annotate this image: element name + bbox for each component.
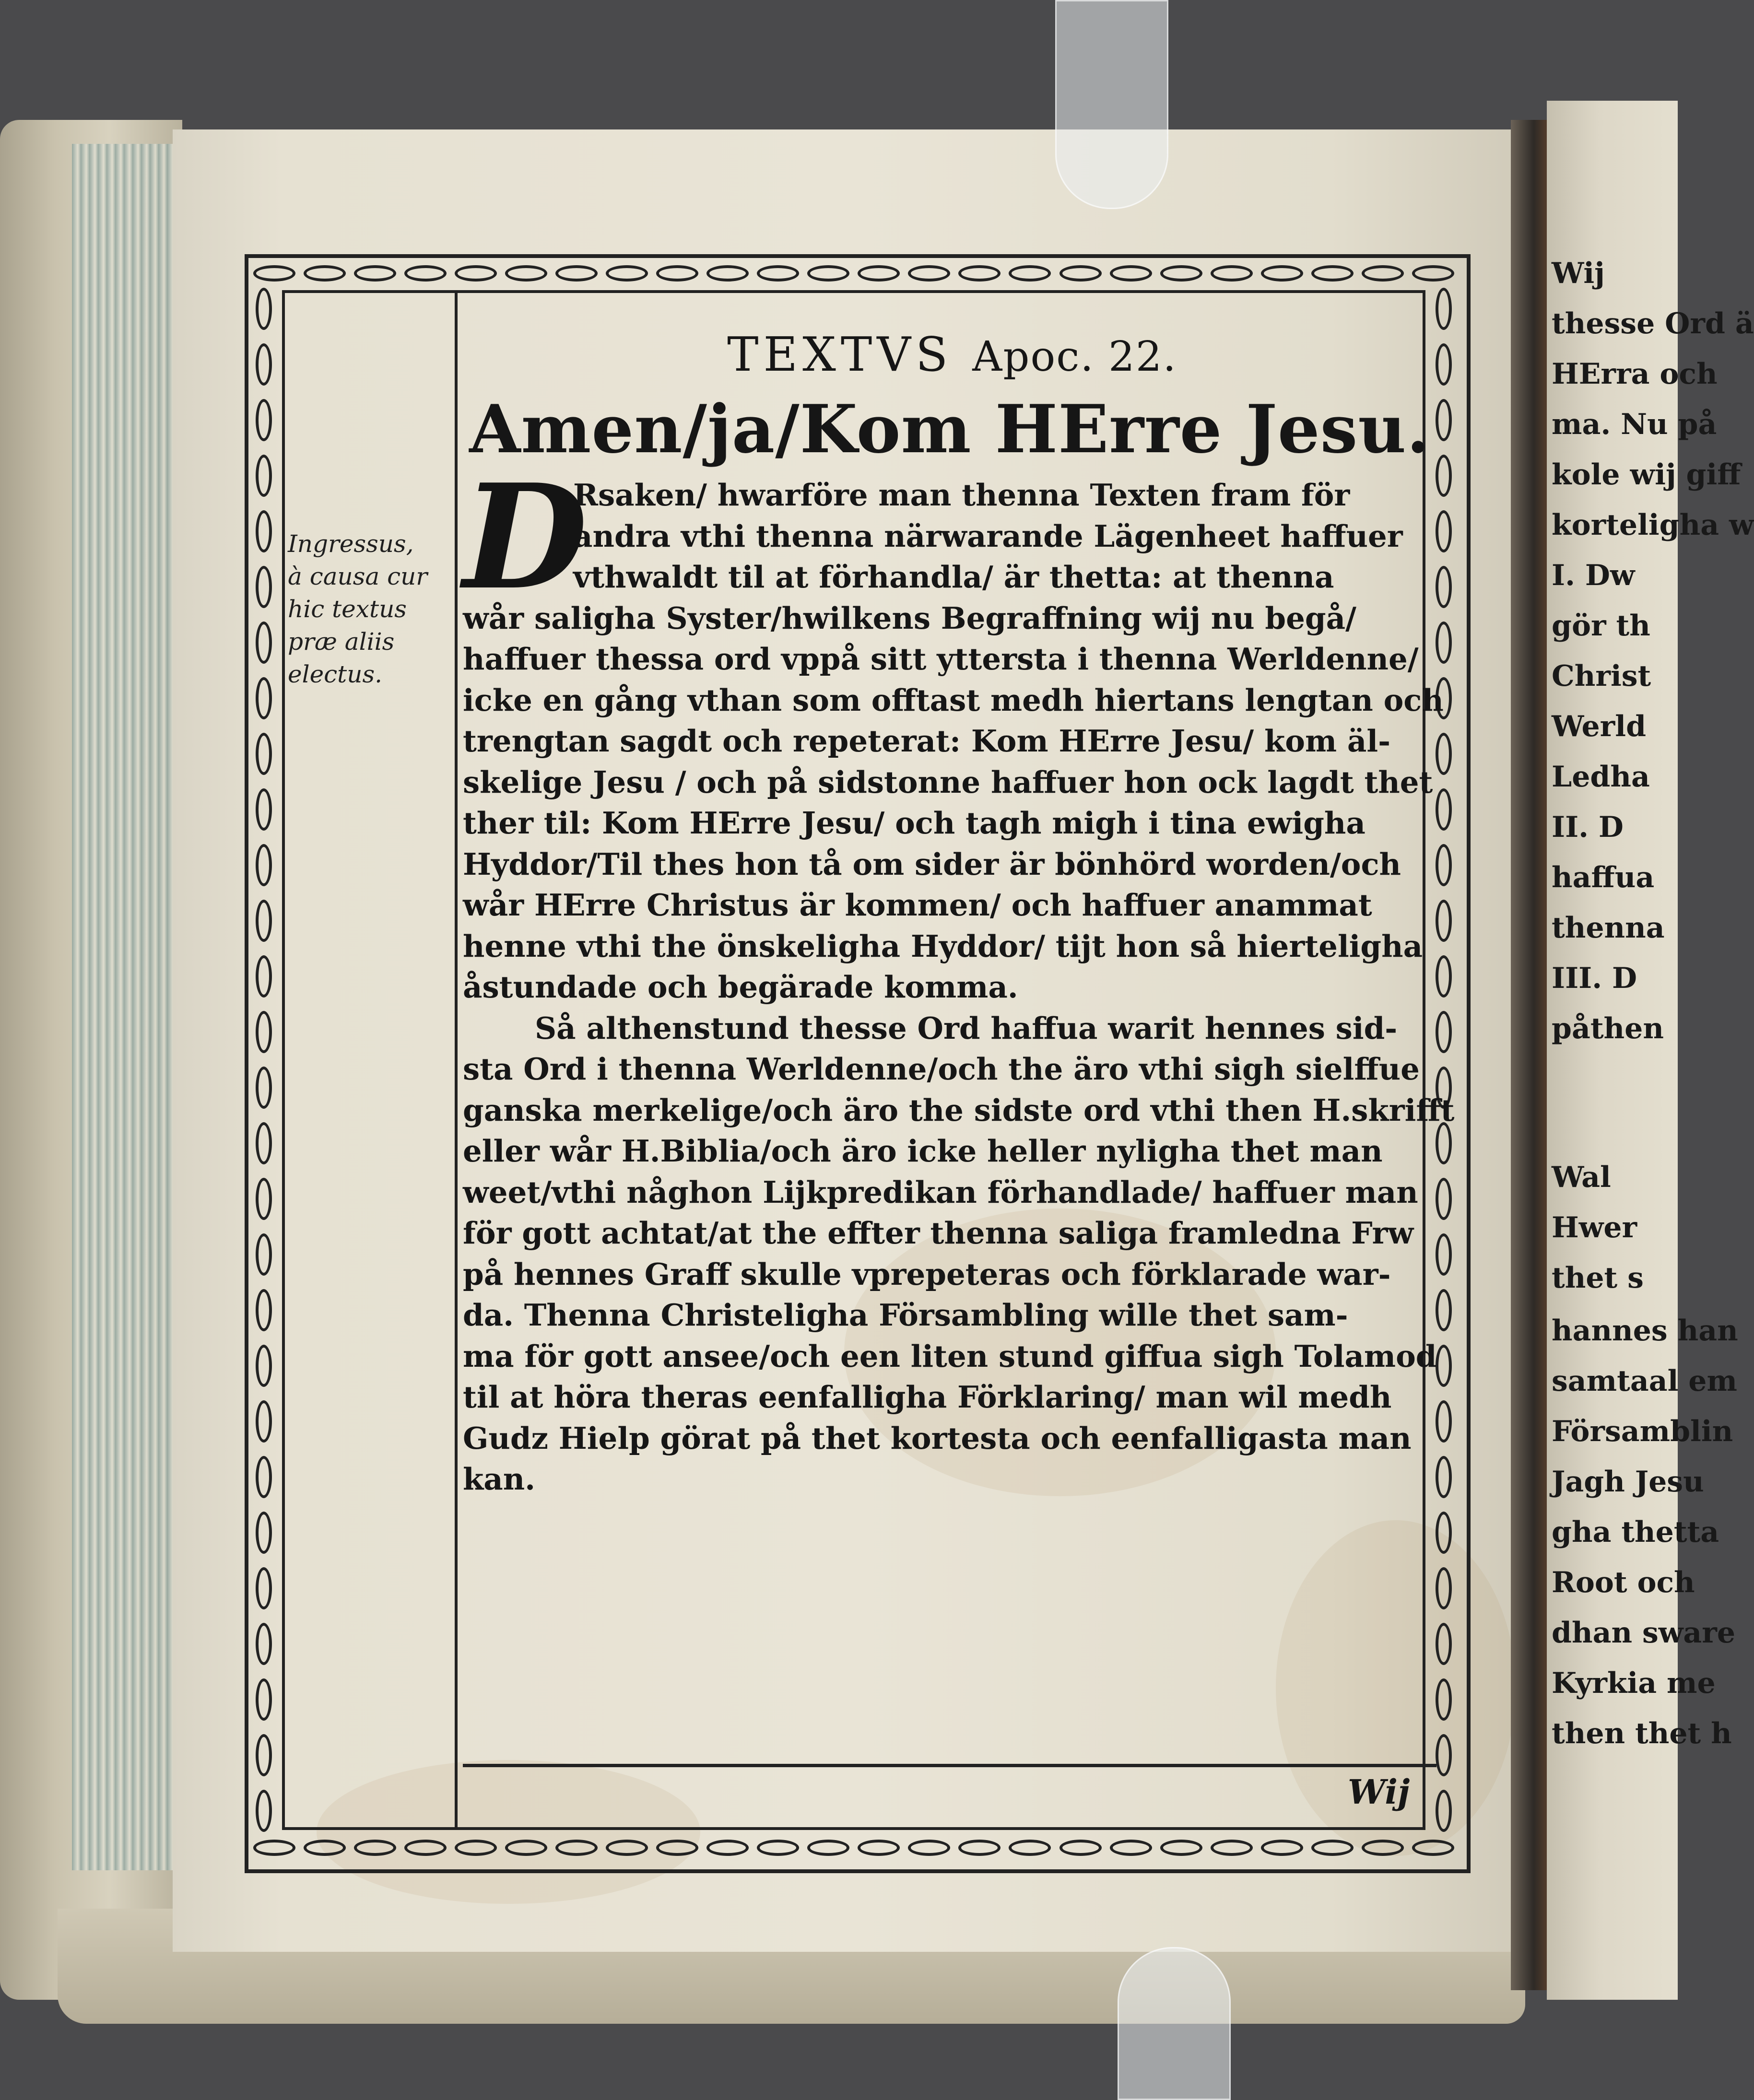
margin-note-line: hic textus: [288, 595, 407, 623]
ornament-border-bottom: [248, 1831, 1459, 1865]
book-gutter: [1511, 120, 1549, 1990]
text-line: weet/vthi någhon Lijkpredikan förhandlade/ haffuer man: [463, 1174, 1418, 1210]
facing-page-line: thesse Ord ä: [1552, 307, 1754, 340]
book-clip-bottom: [1118, 1947, 1231, 2100]
facing-page-line: HErra och: [1552, 357, 1718, 391]
facing-page-line: Christ: [1552, 659, 1651, 693]
text-line: åstundade och begärade komma.: [463, 969, 1018, 1005]
margin-note-line: à causa cur: [288, 563, 428, 590]
margin-note-line: electus.: [288, 660, 383, 688]
margin-note-line: præ aliis: [288, 628, 395, 656]
page-title: Amen/ja/Kom HErre Jesu.: [469, 390, 1430, 468]
text-line: skelige Jesu / och på sidstonne haffuer hon ock lagdt thet: [463, 764, 1433, 800]
facing-page-line: samtaal em: [1552, 1364, 1737, 1398]
facing-page-line: Wij: [1552, 257, 1605, 290]
text-line: icke en gång vthan som offtast medh hiertans lengtan och: [463, 682, 1444, 718]
text-line: Rsaken/ hwarföre man thenna Texten fram för: [573, 477, 1350, 513]
text-line: ma för gott ansee/och een liten stund giffua sigh Tolamod: [463, 1338, 1437, 1374]
frame-inner-line-bottom: [282, 1827, 1425, 1830]
margin-note: [288, 528, 460, 691]
facing-page-line: gör th: [1552, 609, 1650, 643]
facing-page-line: Församblin: [1552, 1415, 1733, 1448]
text-line: vthwaldt til at förhandla/ är thetta: at thenna: [573, 559, 1334, 595]
text-line: på hennes Graff skulle vprepeteras och förklarade war-: [463, 1256, 1391, 1292]
text-line: kan.: [463, 1461, 536, 1497]
facing-page-line: I. Dw: [1552, 559, 1635, 592]
text-line: wår HErre Christus är kommen/ och haffuer anammat: [463, 887, 1372, 923]
facing-page-line: Kyrkia me: [1552, 1666, 1716, 1700]
main-text-column: [463, 326, 1455, 1500]
margin-note-line: Ingressus,: [288, 530, 414, 558]
facing-page-line: kole wij giff: [1552, 458, 1741, 492]
frame-inner-line-top: [282, 290, 1425, 293]
text-line: Så althenstund thesse Ord haffua warit hennes sid-: [535, 1010, 1398, 1046]
facing-page-line: Root och: [1552, 1566, 1695, 1599]
book-clip-top: [1055, 0, 1168, 209]
facing-page-line: korteligha w: [1552, 508, 1754, 542]
text-line: för gott achtat/at the effter thenna saliga framledna Frw: [463, 1215, 1414, 1251]
page-stack: [72, 144, 182, 1870]
facing-page-line: gha thetta: [1552, 1515, 1719, 1549]
drop-cap: D: [463, 452, 588, 622]
facing-page-line: Werld: [1552, 710, 1647, 743]
facing-page-line: Jagh Jesu: [1552, 1465, 1704, 1499]
frame-inner-line-left: [282, 290, 285, 1830]
drop-cap-block: [463, 452, 588, 622]
text-line: sta Ord i thenna Werldenne/och the äro vthi sigh sielffue: [463, 1051, 1420, 1087]
text-line: da. Thenna Christeligha Försambling wille thet sam-: [463, 1297, 1348, 1333]
facing-page-line: II. D: [1552, 810, 1624, 844]
scripture-reference: Apoc. 22.: [972, 333, 1177, 381]
facing-page-line: ma. Nu på: [1552, 408, 1717, 441]
margin-divider: [455, 290, 458, 1830]
facing-page-line: Hwer: [1552, 1211, 1637, 1244]
facing-page-line: Wal: [1552, 1161, 1611, 1194]
facing-page-line: påthen: [1552, 1012, 1664, 1045]
facing-page-line: thet s: [1552, 1261, 1644, 1295]
ornament-border-top: [248, 257, 1459, 290]
text-line: andra vthi thenna närwarande Lägenheet haffuer: [573, 518, 1403, 554]
running-head-label: TEXTVS: [727, 328, 953, 382]
facing-page-line: hannes han: [1552, 1314, 1738, 1348]
facing-page-line: Ledha: [1552, 760, 1650, 794]
text-line: henne vthi the önskeligha Hyddor/ tijt hon så hierteligha: [463, 928, 1423, 964]
facing-page-line: III. D: [1552, 962, 1637, 995]
facing-page-line: thenna: [1552, 911, 1665, 945]
text-line: haffuer thessa ord vppå sitt yttersta i thenna Werldenne/: [463, 641, 1419, 677]
facing-page-line: dhan sware: [1552, 1616, 1736, 1650]
text-line: ther til: Kom HErre Jesu/ och tagh migh i tina ewigha: [463, 805, 1366, 841]
ornament-border-left: [247, 288, 281, 1832]
facing-page-line: haffua: [1552, 861, 1655, 894]
facing-page-line: then thet h: [1552, 1717, 1732, 1750]
text-line: trengtan sagdt och repeterat: Kom HErre Jesu/ kom äl-: [463, 723, 1391, 759]
bottom-rule: [463, 1764, 1436, 1767]
text-line: eller wår H.Biblia/och äro icke heller nyligha thet man: [463, 1133, 1383, 1169]
running-head: [468, 326, 1436, 384]
text-line: wår saligha Syster/hwilkens Begraffning wij nu begå/: [463, 600, 1356, 636]
catchword: Wij: [1348, 1772, 1410, 1812]
text-line: ganska merkelige/och äro the sidste ord vthi then H.skrifft: [463, 1092, 1455, 1128]
text-line: Hyddor/Til thes hon tå om sider är bönhörd worden/och: [463, 846, 1401, 882]
text-line: Gudz Hielp görat på thet kortesta och eenfalligasta man: [463, 1420, 1412, 1456]
body-text: [463, 452, 1455, 1500]
text-line: til at höra theras eenfalligha Förklaring/ man wil medh: [463, 1379, 1392, 1415]
